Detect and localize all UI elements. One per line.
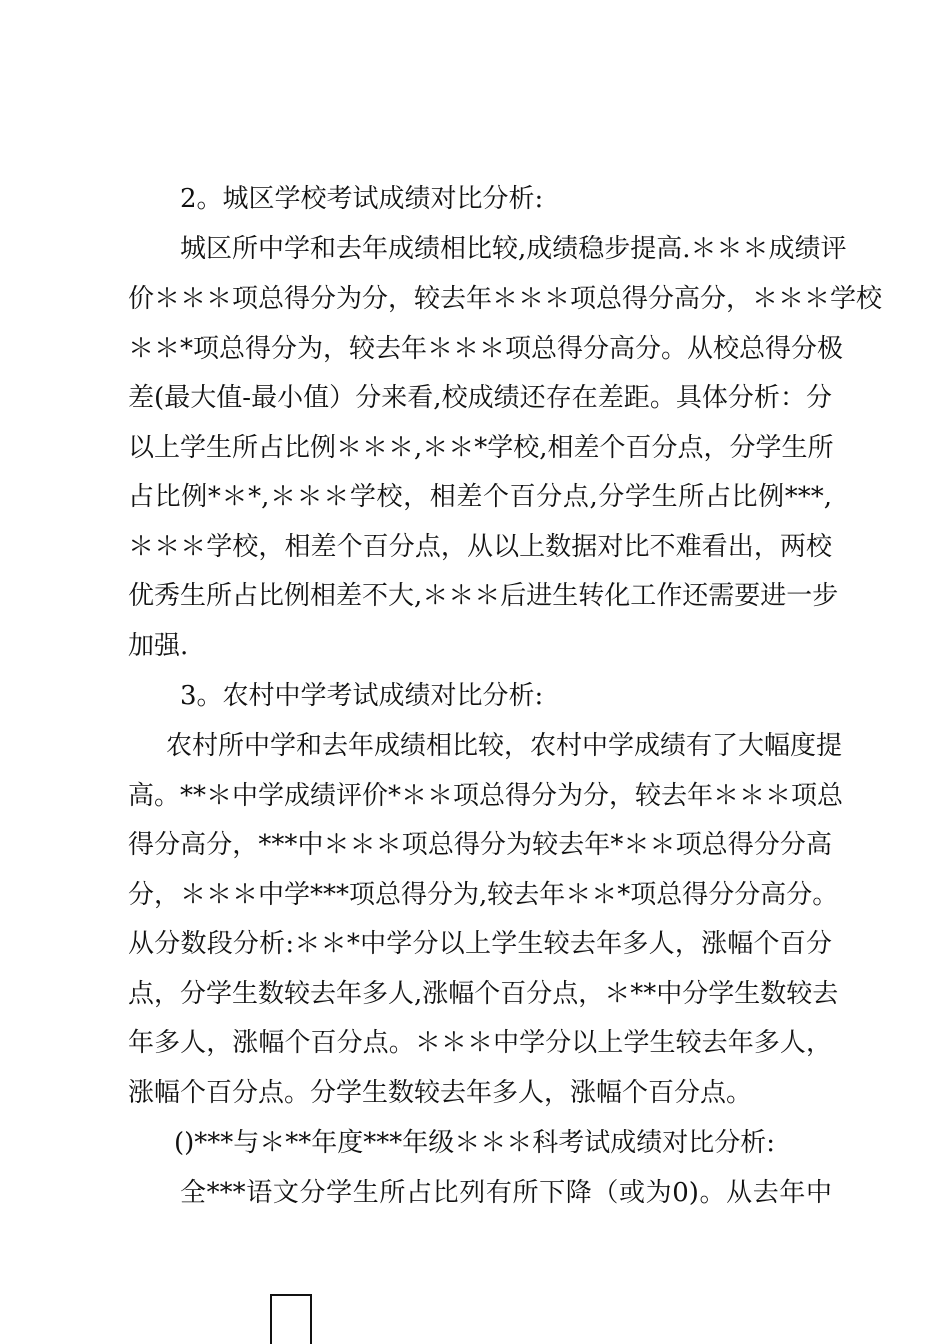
section-heading: 2。城区学校考试成绩对比分析: (180, 184, 544, 214)
paragraph-line: ＊＊＊学校，相差个百分点，从以上数据对比不难看出，两校 (128, 532, 832, 562)
paragraph-line: 占比例*＊*,＊＊＊学校，相差个百分点,分学生所占比例***, (128, 482, 832, 512)
paragraph-line: 涨幅个百分点。分学生数较去年多人，涨幅个百分点。 (128, 1078, 753, 1108)
paragraph-line: 得分高分，***中＊＊＊项总得分为较去年*＊＊项总得分分高 (128, 830, 832, 860)
paragraph-line: 全***语文分学生所占比列有所下降（或为0)。从去年中 (180, 1178, 832, 1208)
paragraph-line: 年多人，涨幅个百分点。＊＊＊中学分以上学生较去年多人， (128, 1028, 832, 1058)
paragraph-line: ＊＊*项总得分为，较去年＊＊＊项总得分高分。从校总得分极 (128, 334, 844, 364)
section-heading: 3。农村中学考试成绩对比分析: (180, 681, 544, 711)
paragraph-line: 加强. (128, 631, 189, 661)
paragraph-line: 价＊＊＊项总得分为分，较去年＊＊＊项总得分高分，＊＊＊学校 (128, 284, 883, 314)
paragraph-line: 优秀生所占比例相差不大,＊＊＊后进生转化工作还需要进一步 (128, 581, 839, 611)
paragraph-line: 农村所中学和去年成绩相比较，农村中学成绩有了大幅度提 (166, 731, 843, 761)
paragraph-line: 差(最大值-最小值）分来看,校成绩还存在差距。具体分析：分 (128, 383, 832, 413)
paragraph-line: 从分数段分析:＊＊*中学分以上学生较去年多人，涨幅个百分 (128, 929, 832, 959)
paragraph-line: 点，分学生数较去年多人,涨幅个百分点，＊**中分学生数较去 (128, 979, 839, 1009)
paragraph-line: 以上学生所占比例＊＊＊,＊＊*学校,相差个百分点，分学生所 (128, 433, 834, 463)
paragraph-line: 高。**＊中学成绩评价*＊＊项总得分为分，较去年＊＊＊项总 (128, 781, 844, 811)
paragraph-line: 分，＊＊＊中学***项总得分为,较去年＊＊*项总得分分高分。 (128, 880, 839, 910)
paragraph-line: 城区所中学和去年成绩相比较,成绩稳步提高.＊＊＊成绩评 (180, 234, 847, 264)
page-number-box (270, 1294, 312, 1344)
section-heading: ()***与＊**年度***年级＊＊＊科考试成绩对比分析: (174, 1128, 776, 1158)
